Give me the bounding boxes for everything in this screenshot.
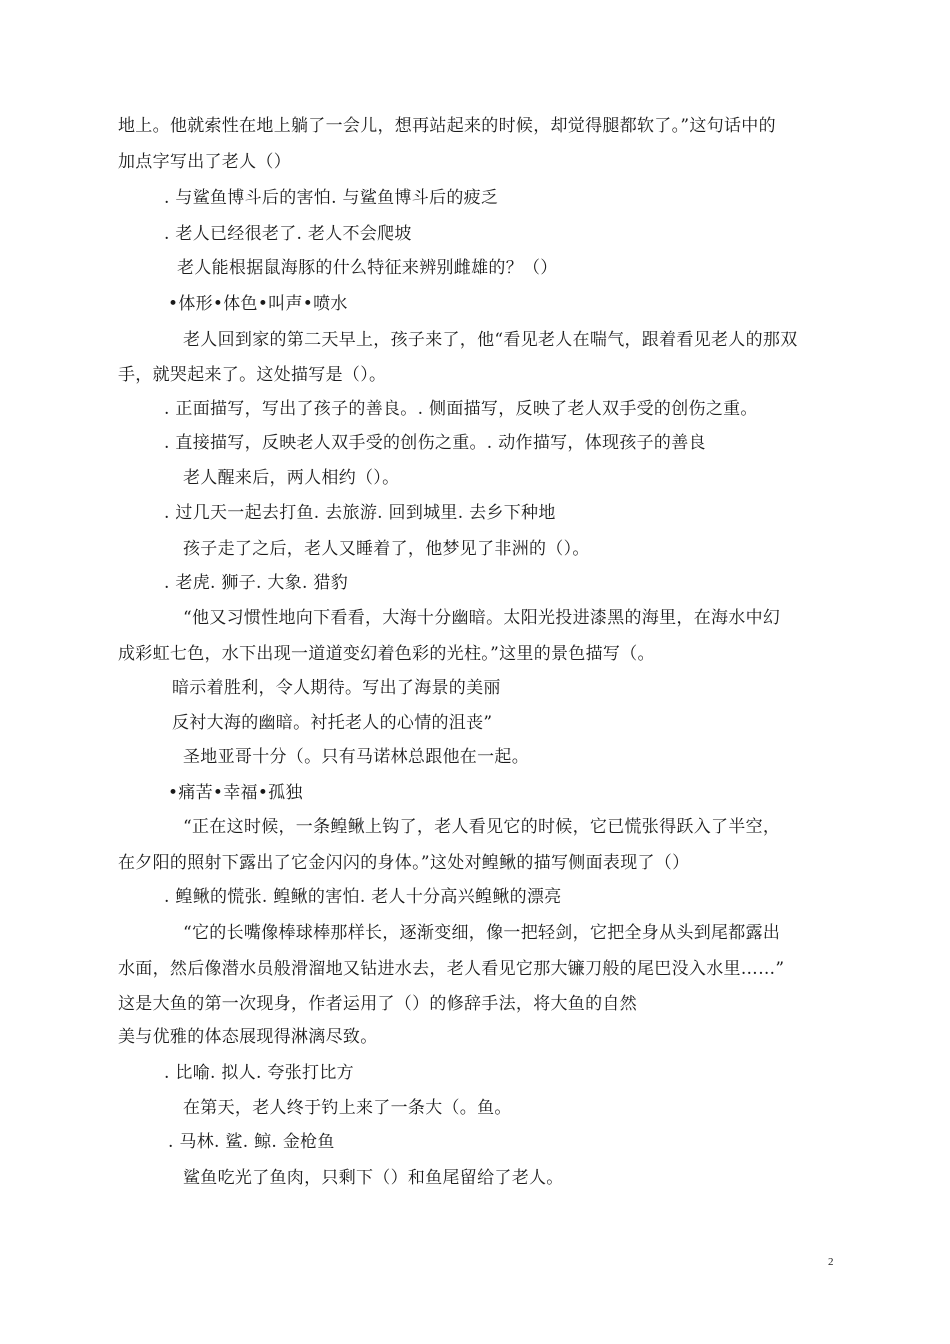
question-line: “它的长嘴像棒球棒那样长，逐渐变细，像一把轻剑，它把全身从头到尾都露出 [183,923,781,943]
option-line: . 过几天一起去打鱼. 去旅游. 回到城里. 去乡下种地 [164,503,556,523]
question-line: 鲨鱼吃光了鱼肉，只剩下（）和鱼尾留给了老人。 [183,1168,564,1188]
text-line: 手，就哭起来了。这处描写是（）。 [118,365,387,385]
text-line: 地上。他就索性在地上躺了一会儿，想再站起来的时候，却觉得腿都软了。”这句话中的 [118,116,776,136]
question-line: 老人回到家的第二天早上，孩子来了，他“看见老人在喘气，跟着看见老人的那双 [183,330,798,350]
option-line: . 直接描写，反映老人双手受的创伤之重。. 动作描写，体现孩子的善良 [164,433,706,453]
text-line: 美与优雅的体态展现得淋漓尽致。 [118,1027,378,1047]
question-line: 圣地亚哥十分（。只有马诺林总跟他在一起。 [183,747,529,767]
option-line: . 比喻. 拟人. 夸张打比方 [164,1063,354,1083]
option-line: . 与鲨鱼博斗后的害怕. 与鲨鱼博斗后的疲乏 [164,188,499,208]
option-line: 暗示着胜利，令人期待。写出了海景的美丽 [172,678,501,698]
text-line: 在夕阳的照射下露出了它金闪闪的身体。”这处对鳇鳅的描写侧面表现了（） [118,853,690,873]
option-line: 反衬大海的幽暗。衬托老人的心情的沮丧” [172,713,493,733]
text-line: 加点字写出了老人（） [118,152,291,172]
option-line: •痛苦•幸福•孤独 [168,783,303,803]
option-line: . 马林. 鲨. 鲸. 金枪鱼 [168,1132,335,1152]
page-number: 2 [828,1256,834,1268]
text-line: 水面，然后像潜水员般滑溜地又钻进水去，老人看见它那大镰刀般的尾巴没入水里……” [118,959,785,979]
option-line: •体形•体色•叫声•喷水 [168,294,348,314]
text-line: 成彩虹七色，水下出现一道道变幻着色彩的光柱。”这里的景色描写（。 [118,644,655,664]
question-line: 在第天，老人终于钓上来了一条大（。鱼。 [183,1098,512,1118]
option-line: . 老人已经很老了. 老人不会爬坡 [164,224,412,244]
option-line: . 正面描写，写出了孩子的善良。. 侧面描写，反映了老人双手受的创伤之重。 [164,399,758,419]
option-line: . 老虎. 狮子. 大象. 猎豹 [164,573,349,593]
question-line: 老人醒来后，两人相约（）。 [183,468,400,488]
question-line: “正在这时候，一条鳇鳅上钩了，老人看见它的时候，它已慌张得跃入了半空， [183,817,781,837]
question-line: 老人能根据鼠海豚的什么特征来辨别雌雄的？（） [177,258,558,278]
question-line: “他又习惯性地向下看看，大海十分幽暗。太阳光投进漆黑的海里，在海水中幻 [183,608,781,628]
question-line: 孩子走了之后，老人又睡着了，他梦见了非洲的（）。 [183,539,590,559]
text-line: 这是大鱼的第一次现身，作者运用了（）的修辞手法，将大鱼的自然 [118,994,637,1014]
option-line: . 鳇鳅的慌张. 鳇鳅的害怕. 老人十分高兴鳇鳅的漂亮 [164,887,562,907]
